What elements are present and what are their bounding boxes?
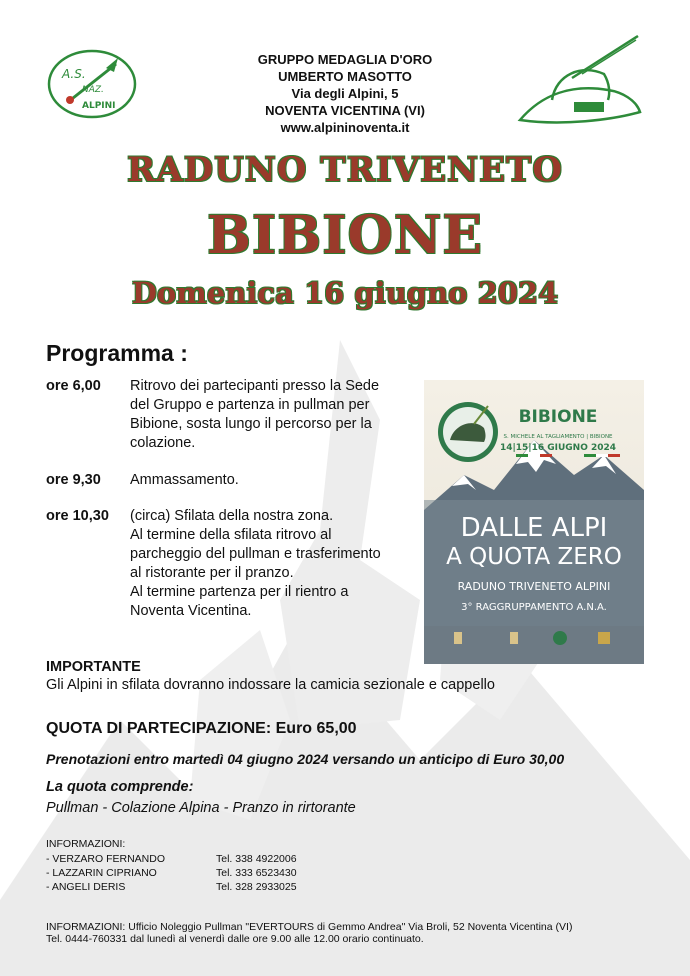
la-quota-text: Pullman - Colazione Alpina - Pranzo in rirtorante: [46, 800, 356, 816]
alpine-hat-logo: [512, 34, 644, 134]
contact-name: - LAZZARIN CIPRIANO: [46, 867, 157, 879]
programma-item: [46, 377, 416, 457]
poster-headline-2: A QUOTA ZERO: [446, 544, 622, 570]
programma-time: ore 6,00: [46, 378, 101, 394]
desc-line: Al termine della sfilata ritrovo al: [130, 527, 332, 543]
title-raduno: RADUNO TRIVENETO: [127, 150, 563, 190]
footer-line-1: INFORMAZIONI: Ufficio Noleggio Pullman "EVERTOURS di Gemmo Andrea" Via Broli, 52 Noventa Vicentina (VI): [46, 921, 573, 933]
poster-line-1: RADUNO TRIVENETO ALPINI: [457, 580, 611, 593]
prenotazioni-note: Prenotazioni entro martedì 04 giugno 2024 versando un anticipo di Euro 30,00: [46, 751, 565, 767]
informazioni-title: INFORMAZIONI:: [46, 838, 126, 850]
programma-desc: [130, 377, 420, 453]
contact-phone: Tel. 338 4922006: [216, 853, 297, 865]
desc-line: Ammassamento.: [130, 472, 239, 488]
poster-bibione: BIBIONE: [518, 407, 598, 427]
svg-text:NAZ.: NAZ.: [82, 85, 104, 95]
header-website: www.alpininoventa.it: [280, 120, 410, 135]
poster-headline-1: DALLE ALPI: [460, 513, 608, 543]
poster-dates: 14|15|16 GIUGNO 2024: [499, 443, 617, 453]
la-quota-title: La quota comprende:: [46, 779, 194, 795]
desc-line: Al termine partenza per il rientro a: [130, 584, 349, 600]
poster-subtitle: S. MICHELE AL TAGLIAMENTO | BIBIONE: [503, 434, 613, 440]
desc-line: Bibione, sosta lungo il percorso per la: [130, 416, 372, 432]
quota-partecipazione: QUOTA DI PARTECIPAZIONE: Euro 65,00: [46, 720, 357, 737]
header-line-1: GRUPPO MEDAGLIA D'ORO: [257, 52, 433, 67]
ana-logo: [46, 48, 138, 120]
contact-phone: Tel. 333 6523430: [216, 867, 297, 879]
title-date: Domenica 16 giugno 2024: [131, 276, 559, 310]
programma-time: ore 10,30: [46, 508, 109, 524]
programma-item: [46, 471, 416, 491]
desc-line: colazione.: [130, 435, 196, 451]
desc-line: Ritrovo dei partecipanti presso la Sede: [130, 378, 380, 394]
title-bibione: BIBIONE: [206, 205, 483, 266]
contact-name: - VERZARO FERNANDO: [46, 853, 166, 865]
importante-text: Gli Alpini in sfilata dovranno indossare la camicia sezionale e cappello: [46, 677, 495, 693]
programma-desc: [130, 507, 420, 621]
importante-title: IMPORTANTE: [46, 659, 141, 675]
desc-line: parcheggio del pullman e trasferimento: [130, 546, 381, 562]
event-poster: [424, 380, 644, 664]
footer-line-2: Tel. 0444-760331 dal lunedì al venerdì dalle ore 9.00 alle 12.00 orario continuato.: [46, 933, 424, 945]
desc-line: del Gruppo e partenza in pullman per: [130, 397, 370, 413]
svg-text:A.S.: A.S.: [62, 67, 86, 81]
header-line-2: UMBERTO MASOTTO: [278, 69, 412, 84]
desc-line: Noventa Vicentina.: [130, 603, 252, 619]
desc-line: (circa) Sfilata della nostra zona.: [130, 508, 334, 524]
group-header: [180, 51, 510, 136]
svg-text:ALPINI: ALPINI: [82, 101, 116, 111]
desc-line: al ristorante per il pranzo.: [130, 565, 294, 581]
programma-title: Programma :: [46, 340, 188, 366]
programma-desc: [130, 471, 420, 490]
contact-name: - ANGELI DERIS: [46, 881, 126, 893]
programma-item: [46, 507, 416, 627]
header-line-4: NOVENTA VICENTINA (VI): [265, 103, 425, 118]
contact-phone: Tel. 328 2933025: [216, 881, 297, 893]
header-line-3: Via degli Alpini, 5: [291, 86, 399, 101]
programma-time: ore 9,30: [46, 472, 101, 488]
poster-line-2: 3° RAGGRUPPAMENTO A.N.A.: [461, 602, 607, 613]
footer-info: [46, 921, 646, 945]
